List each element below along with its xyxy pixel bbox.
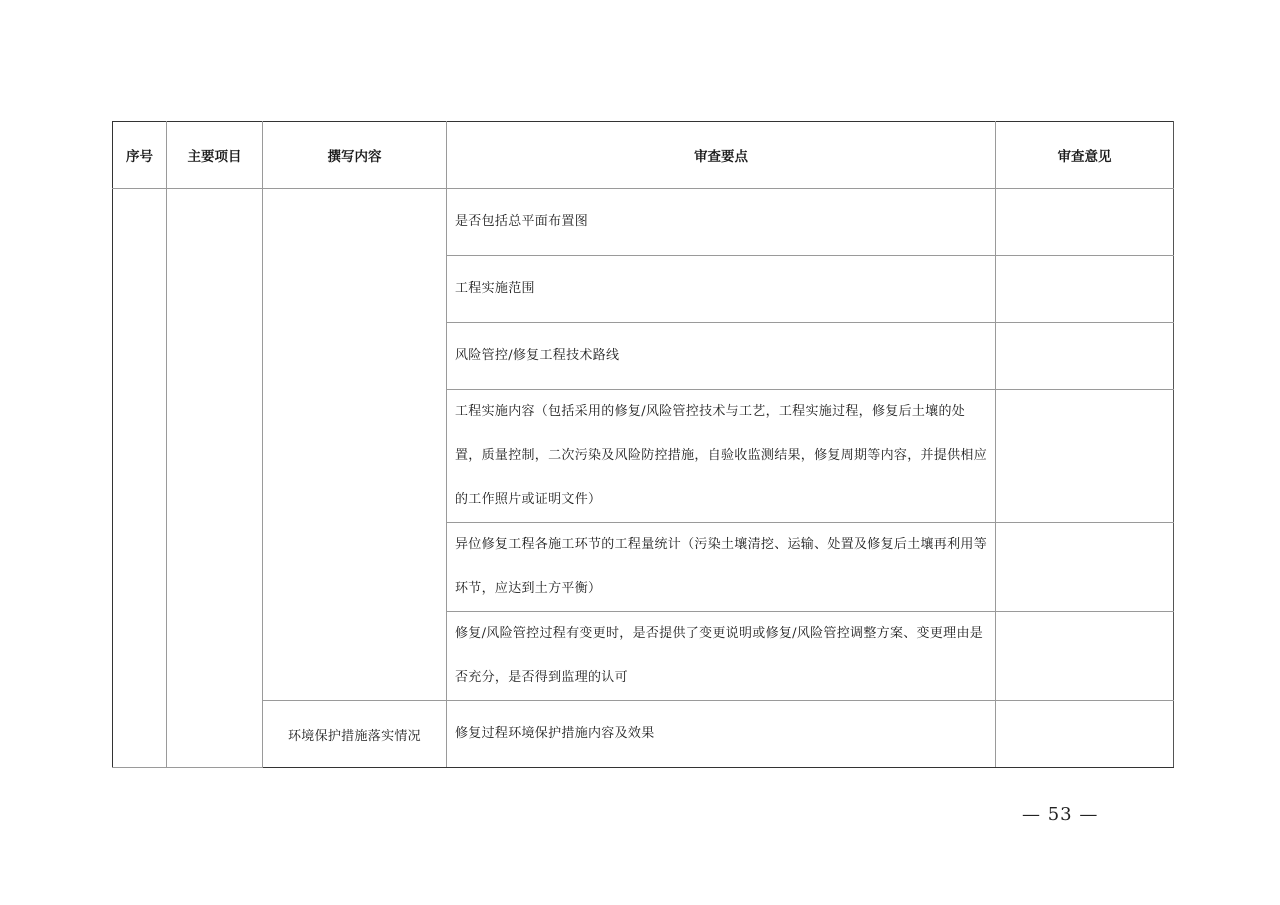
header-review-opinion: 审查意见 bbox=[996, 122, 1174, 189]
review-point-cell: 修复过程环境保护措施内容及效果 bbox=[447, 701, 996, 768]
review-point-cell: 异位修复工程各施工环节的工程量统计（污染土壤清挖、运输、处置及修复后土壤再利用等环节，应达到土方平衡） bbox=[447, 523, 996, 612]
main-item-cell bbox=[167, 189, 263, 768]
review-point-cell: 风险管控/修复工程技术路线 bbox=[447, 323, 996, 390]
review-point-cell: 工程实施范围 bbox=[447, 256, 996, 323]
review-table bbox=[112, 121, 1174, 768]
table-header-row bbox=[113, 122, 1174, 189]
review-opinion-cell bbox=[996, 701, 1174, 768]
header-content: 撰写内容 bbox=[263, 122, 447, 189]
review-point-cell: 工程实施内容（包括采用的修复/风险管控技术与工艺，工程实施过程，修复后土壤的处置，质量控制，二次污染及风险防控措施，自验收监测结果，修复周期等内容，并提供相应的工作照片或证明文件） bbox=[447, 390, 996, 523]
review-point-cell: 是否包括总平面布置图 bbox=[447, 189, 996, 256]
review-opinion-cell bbox=[996, 390, 1174, 523]
content-cell bbox=[263, 189, 447, 701]
review-point-cell: 修复/风险管控过程有变更时，是否提供了变更说明或修复/风险管控调整方案、变更理由是否充分，是否得到监理的认可 bbox=[447, 612, 996, 701]
header-review-points: 审查要点 bbox=[447, 122, 996, 189]
review-opinion-cell bbox=[996, 523, 1174, 612]
review-opinion-cell bbox=[996, 323, 1174, 390]
seq-cell bbox=[113, 189, 167, 768]
table-row bbox=[113, 701, 1174, 768]
review-opinion-cell bbox=[996, 189, 1174, 256]
review-opinion-cell bbox=[996, 256, 1174, 323]
table-row bbox=[113, 189, 1174, 256]
page-number: — 53 — bbox=[1022, 804, 1099, 825]
content-cell: 环境保护措施落实情况 bbox=[263, 701, 447, 768]
header-seq: 序号 bbox=[113, 122, 167, 189]
header-main-item: 主要项目 bbox=[167, 122, 263, 189]
review-opinion-cell bbox=[996, 612, 1174, 701]
